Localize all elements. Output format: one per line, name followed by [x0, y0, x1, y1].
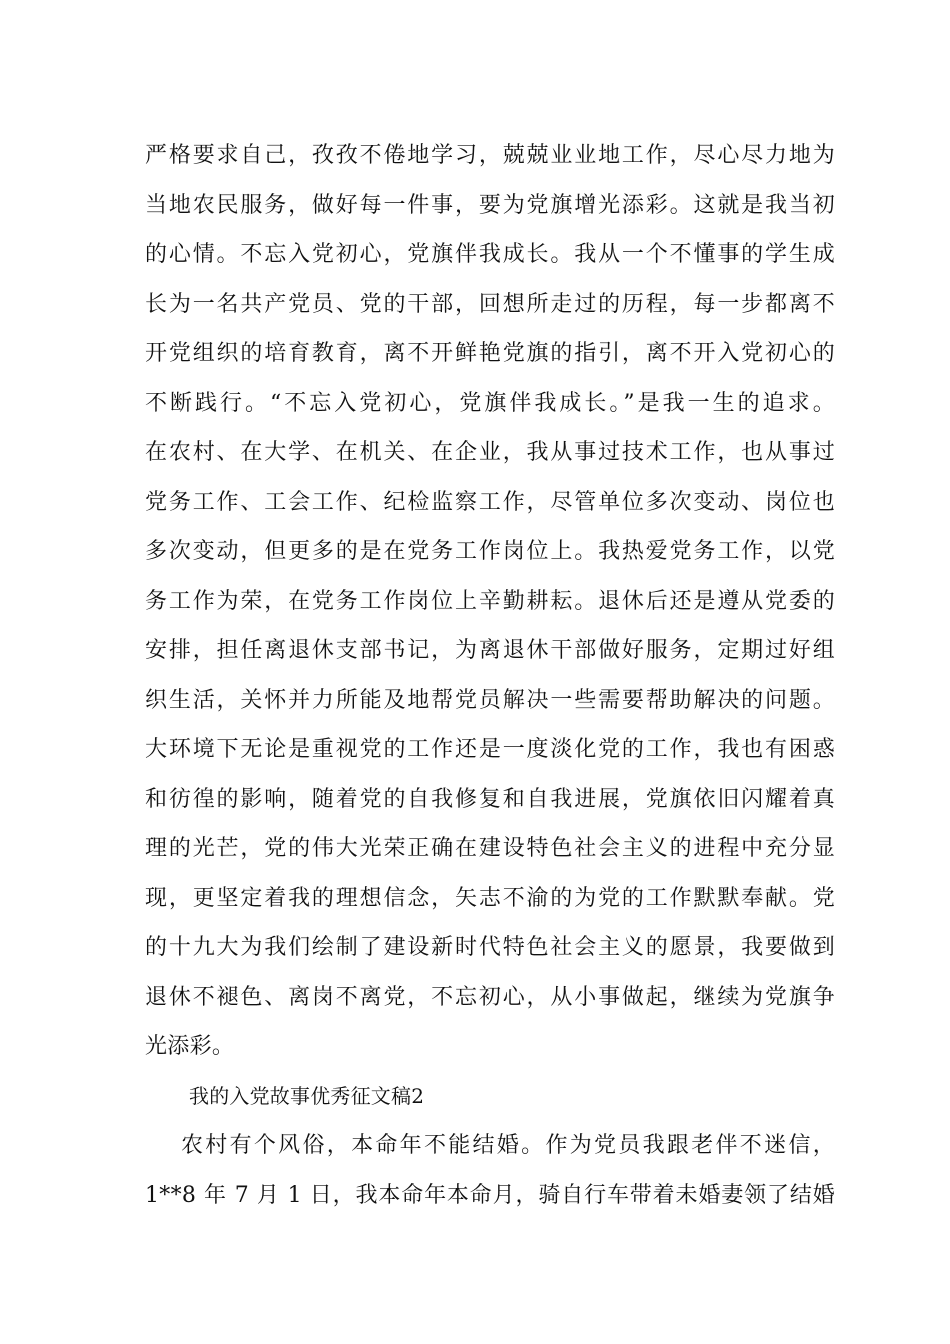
body-line: 严格要求自己，孜孜不倦地学习，兢兢业业地工作，尽心尽力地为 — [145, 143, 835, 168]
body-line: 和彷徨的影响，随着党的自我修复和自我进展，党旗依旧闪耀着真 — [145, 786, 835, 812]
body-line: 务工作为荣，在党务工作岗位上辛勤耕耘。退休后还是遵从党委的 — [145, 588, 835, 614]
body-line: 的十九大为我们绘制了建设新时代特色社会主义的愿景，我要做到 — [145, 935, 835, 960]
body-line: 不断践行。“不忘入党初心，党旗伴我成长。”是我一生的追求。 — [145, 390, 835, 416]
body-line: 多次变动，但更多的是在党务工作岗位上。我热爱党务工作，以党 — [145, 539, 835, 564]
body-line: 在农村、在大学、在机关、在企业，我从事过技术工作，也从事过 — [145, 440, 835, 465]
section-heading: 我的入党故事优秀征文稿2 — [189, 1083, 425, 1108]
body-line: 安排，担任离退休支部书记，为离退休干部做好服务，定期过好组 — [145, 638, 835, 663]
body-line: 织生活，关怀并力所能及地帮党员解决一些需要帮助解决的问题。 — [145, 687, 835, 713]
body-line: 当地农民服务，做好每一件事，要为党旗增光添彩。这就是我当初 — [145, 192, 835, 218]
document-body — [145, 131, 835, 1220]
body-line: 大环境下无论是重视党的工作还是一度淡化党的工作，我也有困惑 — [145, 737, 835, 762]
body-line: 长为一名共产党员、党的干部，回想所走过的历程，每一步都离不 — [145, 291, 835, 317]
body-line: 党务工作、工会工作、纪检监察工作，尽管单位多次变动、岗位也 — [145, 489, 835, 515]
body-line: 农村有个风俗，本命年不能结婚。作为党员我跟老伴不迷信， — [181, 1133, 835, 1158]
body-line: 开党组织的培育教育，离不开鲜艳党旗的指引，离不开入党初心的 — [145, 341, 835, 366]
body-line: 退休不褪色、离岗不离党，不忘初心，从小事做起，继续为党旗争 — [145, 984, 835, 1010]
body-line-last: 光添彩。 — [145, 1034, 235, 1059]
body-line: 的心情。不忘入党初心，党旗伴我成长。我从一个不懂事的学生成 — [145, 242, 835, 267]
body-line: 1**8 年 7 月 1 日，我本命年本命月，骑自行车带着未婚妻领了结婚 — [145, 1182, 835, 1208]
body-line: 现，更坚定着我的理想信念，矢志不渝的为党的工作默默奉献。党 — [145, 885, 835, 911]
body-line: 理的光芒，党的伟大光荣正确在建设特色社会主义的进程中充分显 — [145, 836, 835, 861]
